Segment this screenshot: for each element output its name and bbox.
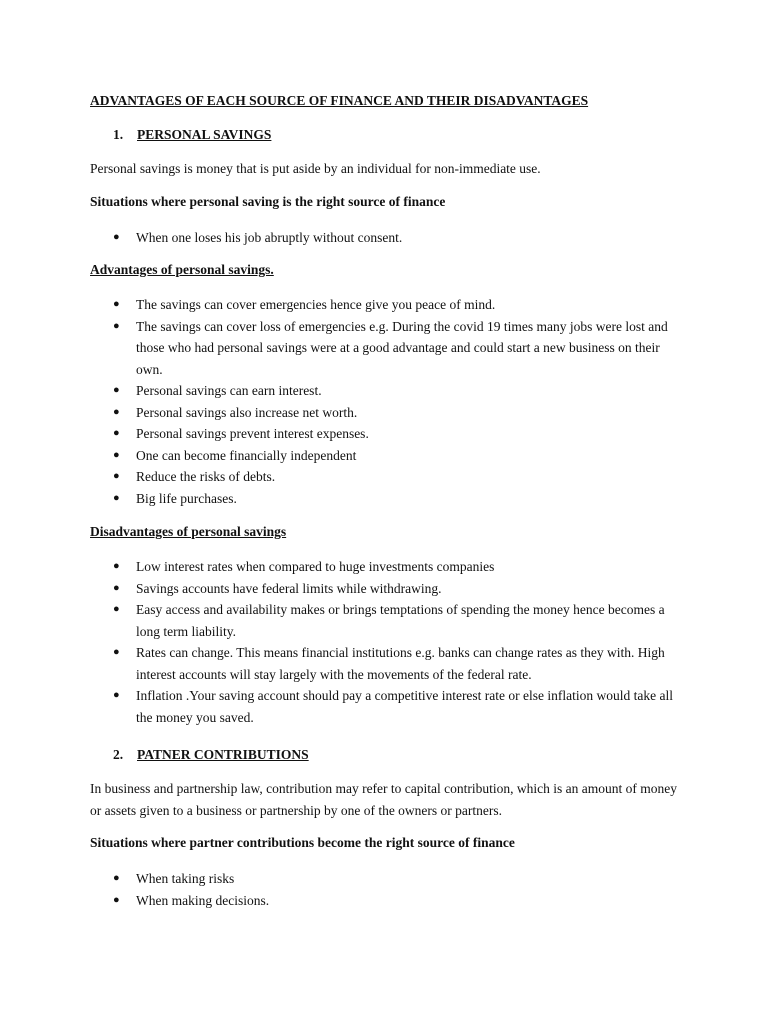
section-intro-paragraph: Personal savings is money that is put aside by an individual for non-immediate use.	[90, 161, 541, 176]
bullet-icon: ●	[113, 603, 120, 615]
list-item: ● Low interest rates when compared to huge investments companies	[0, 556, 676, 578]
bullet-icon: ●	[113, 427, 120, 439]
bullet-icon: ●	[113, 405, 120, 418]
list-item: ● When one loses his job abruptly without consent.	[0, 227, 676, 249]
situations-list	[0, 227, 768, 249]
bullet-icon: ●	[113, 319, 120, 332]
advantages-heading: Advantages of personal savings.	[90, 262, 274, 277]
bullet-icon: ●	[113, 689, 120, 701]
list-item: ● One can become financially independent	[0, 445, 676, 467]
bullet-icon: ●	[113, 646, 120, 658]
list-item: ● When making decisions.	[0, 890, 676, 912]
list-item: ● Big life purchases.	[0, 488, 676, 510]
bullet-icon: ●	[113, 893, 120, 906]
bullet-icon: ●	[113, 560, 120, 572]
list-item: ● Inflation .Your saving account should pay a competitive interest rate or else inflation would take all the money you saved.	[0, 685, 676, 728]
list-item: ● The savings can cover loss of emergencies e.g. During the covid 19 times many jobs were lost and those who had personal savings were at a good advantage and could start a new business on their own.	[0, 316, 676, 381]
bullet-icon: ●	[113, 872, 120, 884]
list-item: ● Reduce the risks of debts.	[0, 466, 676, 488]
bullet-icon: ●	[113, 581, 120, 594]
list-item: ● Personal savings can earn interest.	[0, 380, 676, 402]
section-heading-personal-savings	[113, 127, 271, 143]
bullet-icon: ●	[113, 470, 120, 482]
section-intro-paragraph: In business and partnership law, contribution may refer to capital contribution, which is an amount of money or assets given to a business or partnership by one of the owners or partners.	[90, 781, 677, 818]
list-item: ● Easy access and availability makes or brings temptations of spending the money hence becomes a long term liability.	[0, 599, 676, 642]
section-title: PATNER CONTRIBUTIONS	[137, 747, 309, 762]
bullet-icon: ●	[113, 384, 120, 396]
list-item: ● Personal savings prevent interest expenses.	[0, 423, 676, 445]
list-item: ● When taking risks	[0, 868, 676, 890]
advantages-list	[0, 294, 768, 509]
disadvantages-heading: Disadvantages of personal savings	[90, 524, 287, 539]
section-number: 1.	[113, 127, 124, 142]
section-heading-partner-contributions	[113, 747, 309, 763]
bullet-icon: ●	[113, 231, 120, 243]
list-item: ● The savings can cover emergencies hence give you peace of mind.	[0, 294, 676, 316]
section-title: PERSONAL SAVINGS	[137, 127, 272, 142]
bullet-icon: ●	[113, 298, 120, 310]
list-item: ● Personal savings also increase net worth.	[0, 402, 676, 424]
situations-list	[0, 868, 768, 911]
section-number: 2.	[113, 747, 124, 762]
bullet-icon: ●	[113, 448, 120, 461]
list-item: ● Savings accounts have federal limits while withdrawing.	[0, 578, 676, 600]
document-title: ADVANTAGES OF EACH SOURCE OF FINANCE AND THEIR DISADVANTAGES	[90, 93, 589, 108]
situations-heading: Situations where personal saving is the right source of finance	[90, 194, 446, 209]
bullet-icon: ●	[113, 491, 120, 504]
disadvantages-list	[0, 556, 768, 728]
situations-heading: Situations where partner contributions become the right source of finance	[90, 835, 515, 850]
list-item: ● Rates can change. This means financial institutions e.g. banks can change rates as they with. High interest accounts will stay largely with the movements of the federal rate.	[0, 642, 676, 685]
